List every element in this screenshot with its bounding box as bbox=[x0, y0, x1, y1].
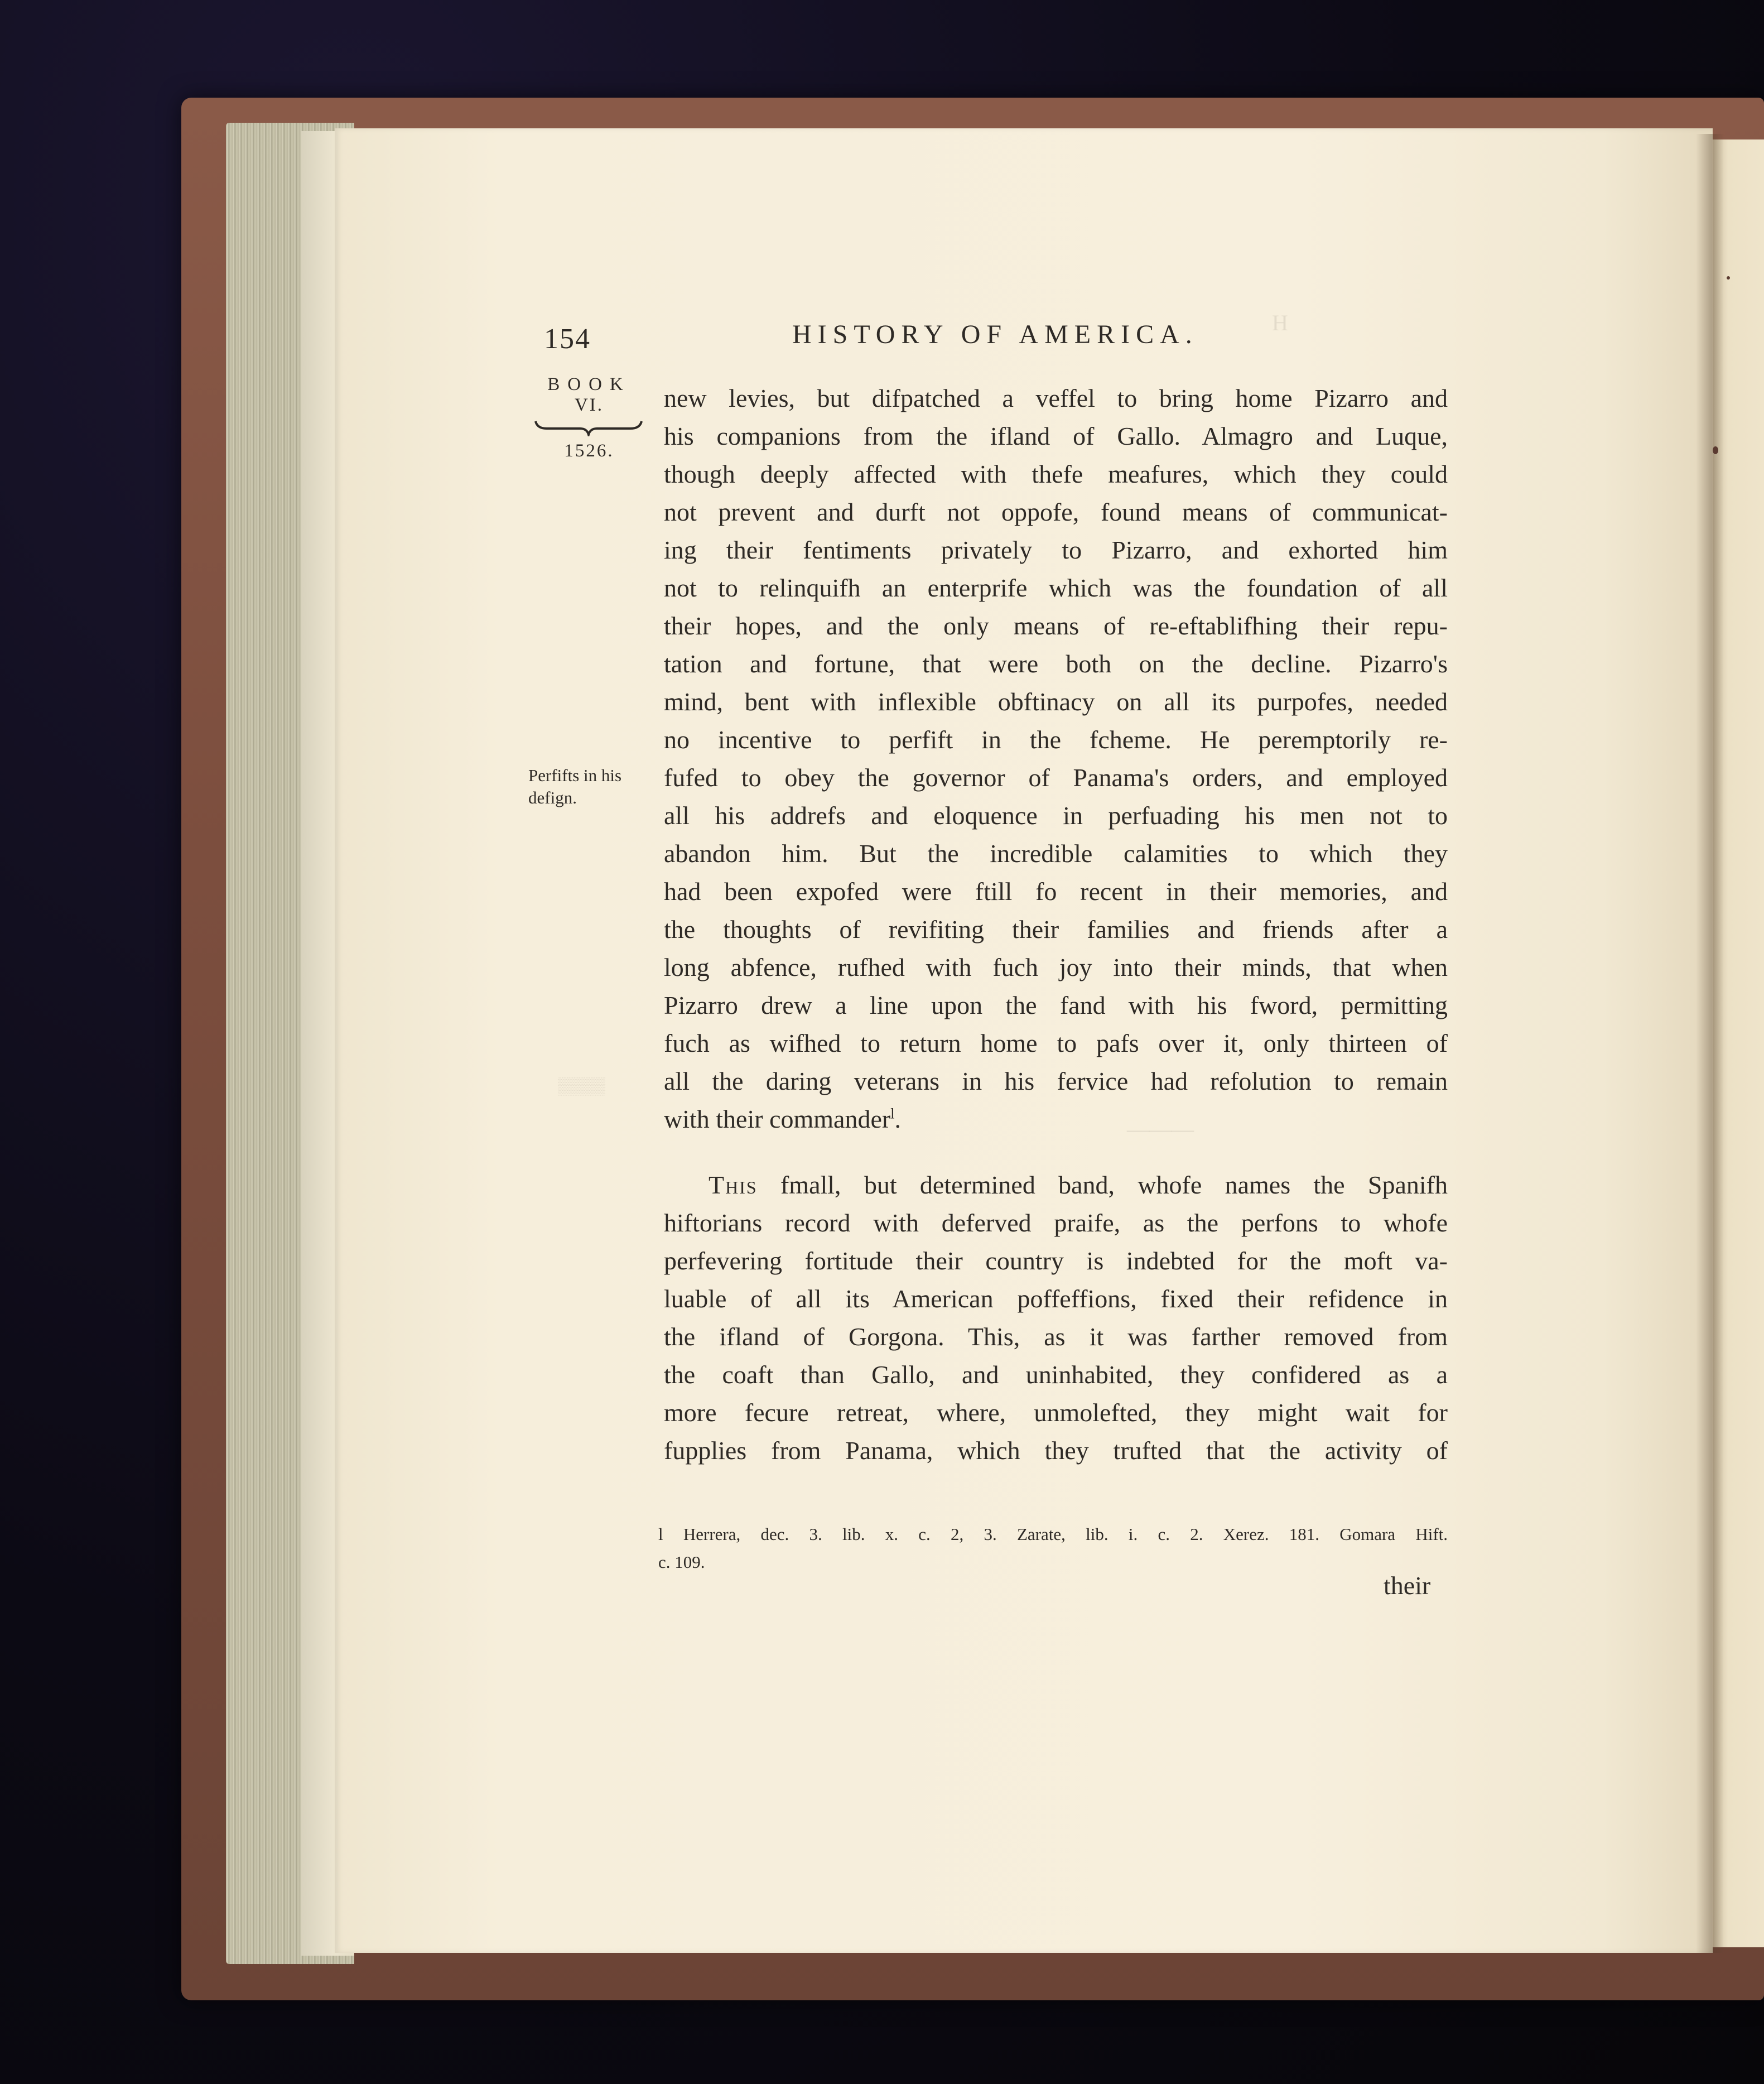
text-line: mind, bent with inflexible obftinacy on all its purpofes, needed bbox=[664, 687, 1448, 716]
paper-speck bbox=[1713, 446, 1718, 454]
side-note bbox=[528, 764, 645, 809]
paragraph-opening-line bbox=[664, 1166, 1448, 1204]
text-line: not to relinquifh an enterprife which was the foundation of all bbox=[664, 574, 1448, 602]
margin-year: 1526. bbox=[564, 441, 614, 461]
text-line: all the daring veterans in his fervice had refolution to remain bbox=[664, 1067, 1448, 1095]
text-line: had been expofed were ftill fo recent in their memories, and bbox=[664, 877, 1448, 906]
text-line: the thoughts of revifiting their families and friends after a bbox=[664, 915, 1448, 944]
paper-speck bbox=[1727, 276, 1730, 280]
catchword: their bbox=[1384, 1571, 1431, 1600]
text-line: ing their fentiments privately to Pizarro, and exhorted him bbox=[664, 536, 1448, 564]
side-note-line: defign. bbox=[528, 788, 577, 807]
text-line-last: with their commander$^l$. bbox=[664, 1105, 901, 1133]
text-line: fufed to obey the governor of Panama's orders, and employed bbox=[664, 763, 1448, 792]
side-note-line: Perfifts in his bbox=[528, 766, 622, 785]
text-fragment: fmall, but determined band, whofe names the Spanifh bbox=[757, 1171, 1448, 1199]
text-line: perfevering fortitude their country is indebted for the moft va- bbox=[664, 1246, 1448, 1275]
text-line: tation and fortune, that were both on the decline. Pizarro's bbox=[664, 649, 1448, 678]
text-line: new levies, but difpatched a veffel to bring home Pizarro and bbox=[664, 384, 1448, 412]
paragraph-opening-word: This bbox=[709, 1171, 758, 1199]
footnote-line: l Herrera, dec. 3. lib. x. c. 2, 3. Zarate, lib. i. c. 2. Xerez. 181. Gomara Hift. bbox=[658, 1524, 1448, 1544]
text-line: more fecure retreat, where, unmolefted, they might wait for bbox=[664, 1398, 1448, 1427]
body-text bbox=[664, 379, 1448, 1470]
text-line: hiftorians record with deferved praife, as the perfons to whofe bbox=[664, 1209, 1448, 1237]
text-line: long abfence, rufhed with fuch joy into their minds, that when bbox=[664, 953, 1448, 981]
show-through-text: H bbox=[1272, 310, 1288, 335]
margin-book-label: BOOK bbox=[547, 374, 631, 394]
text-line: luable of all its American poffeffions, fixed their refidence in bbox=[664, 1284, 1448, 1313]
show-through-text: ——— bbox=[1127, 1116, 1194, 1142]
margin-volume-number: VI. bbox=[574, 395, 604, 415]
text-line: fuch as wifhed to return home to pafs over it, only thirteen of bbox=[664, 1029, 1448, 1057]
margin-brace-icon bbox=[533, 420, 644, 436]
text-line: Pizarro drew a line upon the fand with his fword, permitting bbox=[664, 991, 1448, 1019]
book-gutter bbox=[1696, 134, 1724, 1953]
text-line: the coaft than Gallo, and uninhabited, they confidered as a bbox=[664, 1360, 1448, 1389]
running-head: HISTORY OF AMERICA. bbox=[792, 320, 1198, 349]
text-line: not prevent and durft not oppofe, found means of communicat- bbox=[664, 498, 1448, 526]
footnote-reference: l bbox=[890, 1105, 895, 1122]
page-number: 154 bbox=[544, 323, 591, 355]
text-line: no incentive to perfift in the fcheme. He peremptorily re- bbox=[664, 725, 1448, 754]
show-through-text: ▒▒▒▒ bbox=[558, 1077, 606, 1095]
footnote bbox=[658, 1520, 1448, 1576]
text-line: his companions from the ifland of Gallo. Almagro and Luque, bbox=[664, 422, 1448, 450]
text-line: the ifland of Gorgona. This, as it was farther removed from bbox=[664, 1322, 1448, 1351]
text-line: fupplies from Panama, which they trufted that the activity of bbox=[664, 1436, 1448, 1465]
text-line: though deeply affected with thefe meafures, which they could bbox=[664, 460, 1448, 488]
text-line: abandon him. But the incredible calamities to which they bbox=[664, 839, 1448, 868]
footnote-line: c. 109. bbox=[658, 1552, 705, 1572]
text-line: their hopes, and the only means of re-eftablifhing their repu- bbox=[664, 612, 1448, 640]
text-fragment: with their commander bbox=[664, 1105, 891, 1133]
text-line: all his addrefs and eloquence in perfuading his men not to bbox=[664, 801, 1448, 830]
